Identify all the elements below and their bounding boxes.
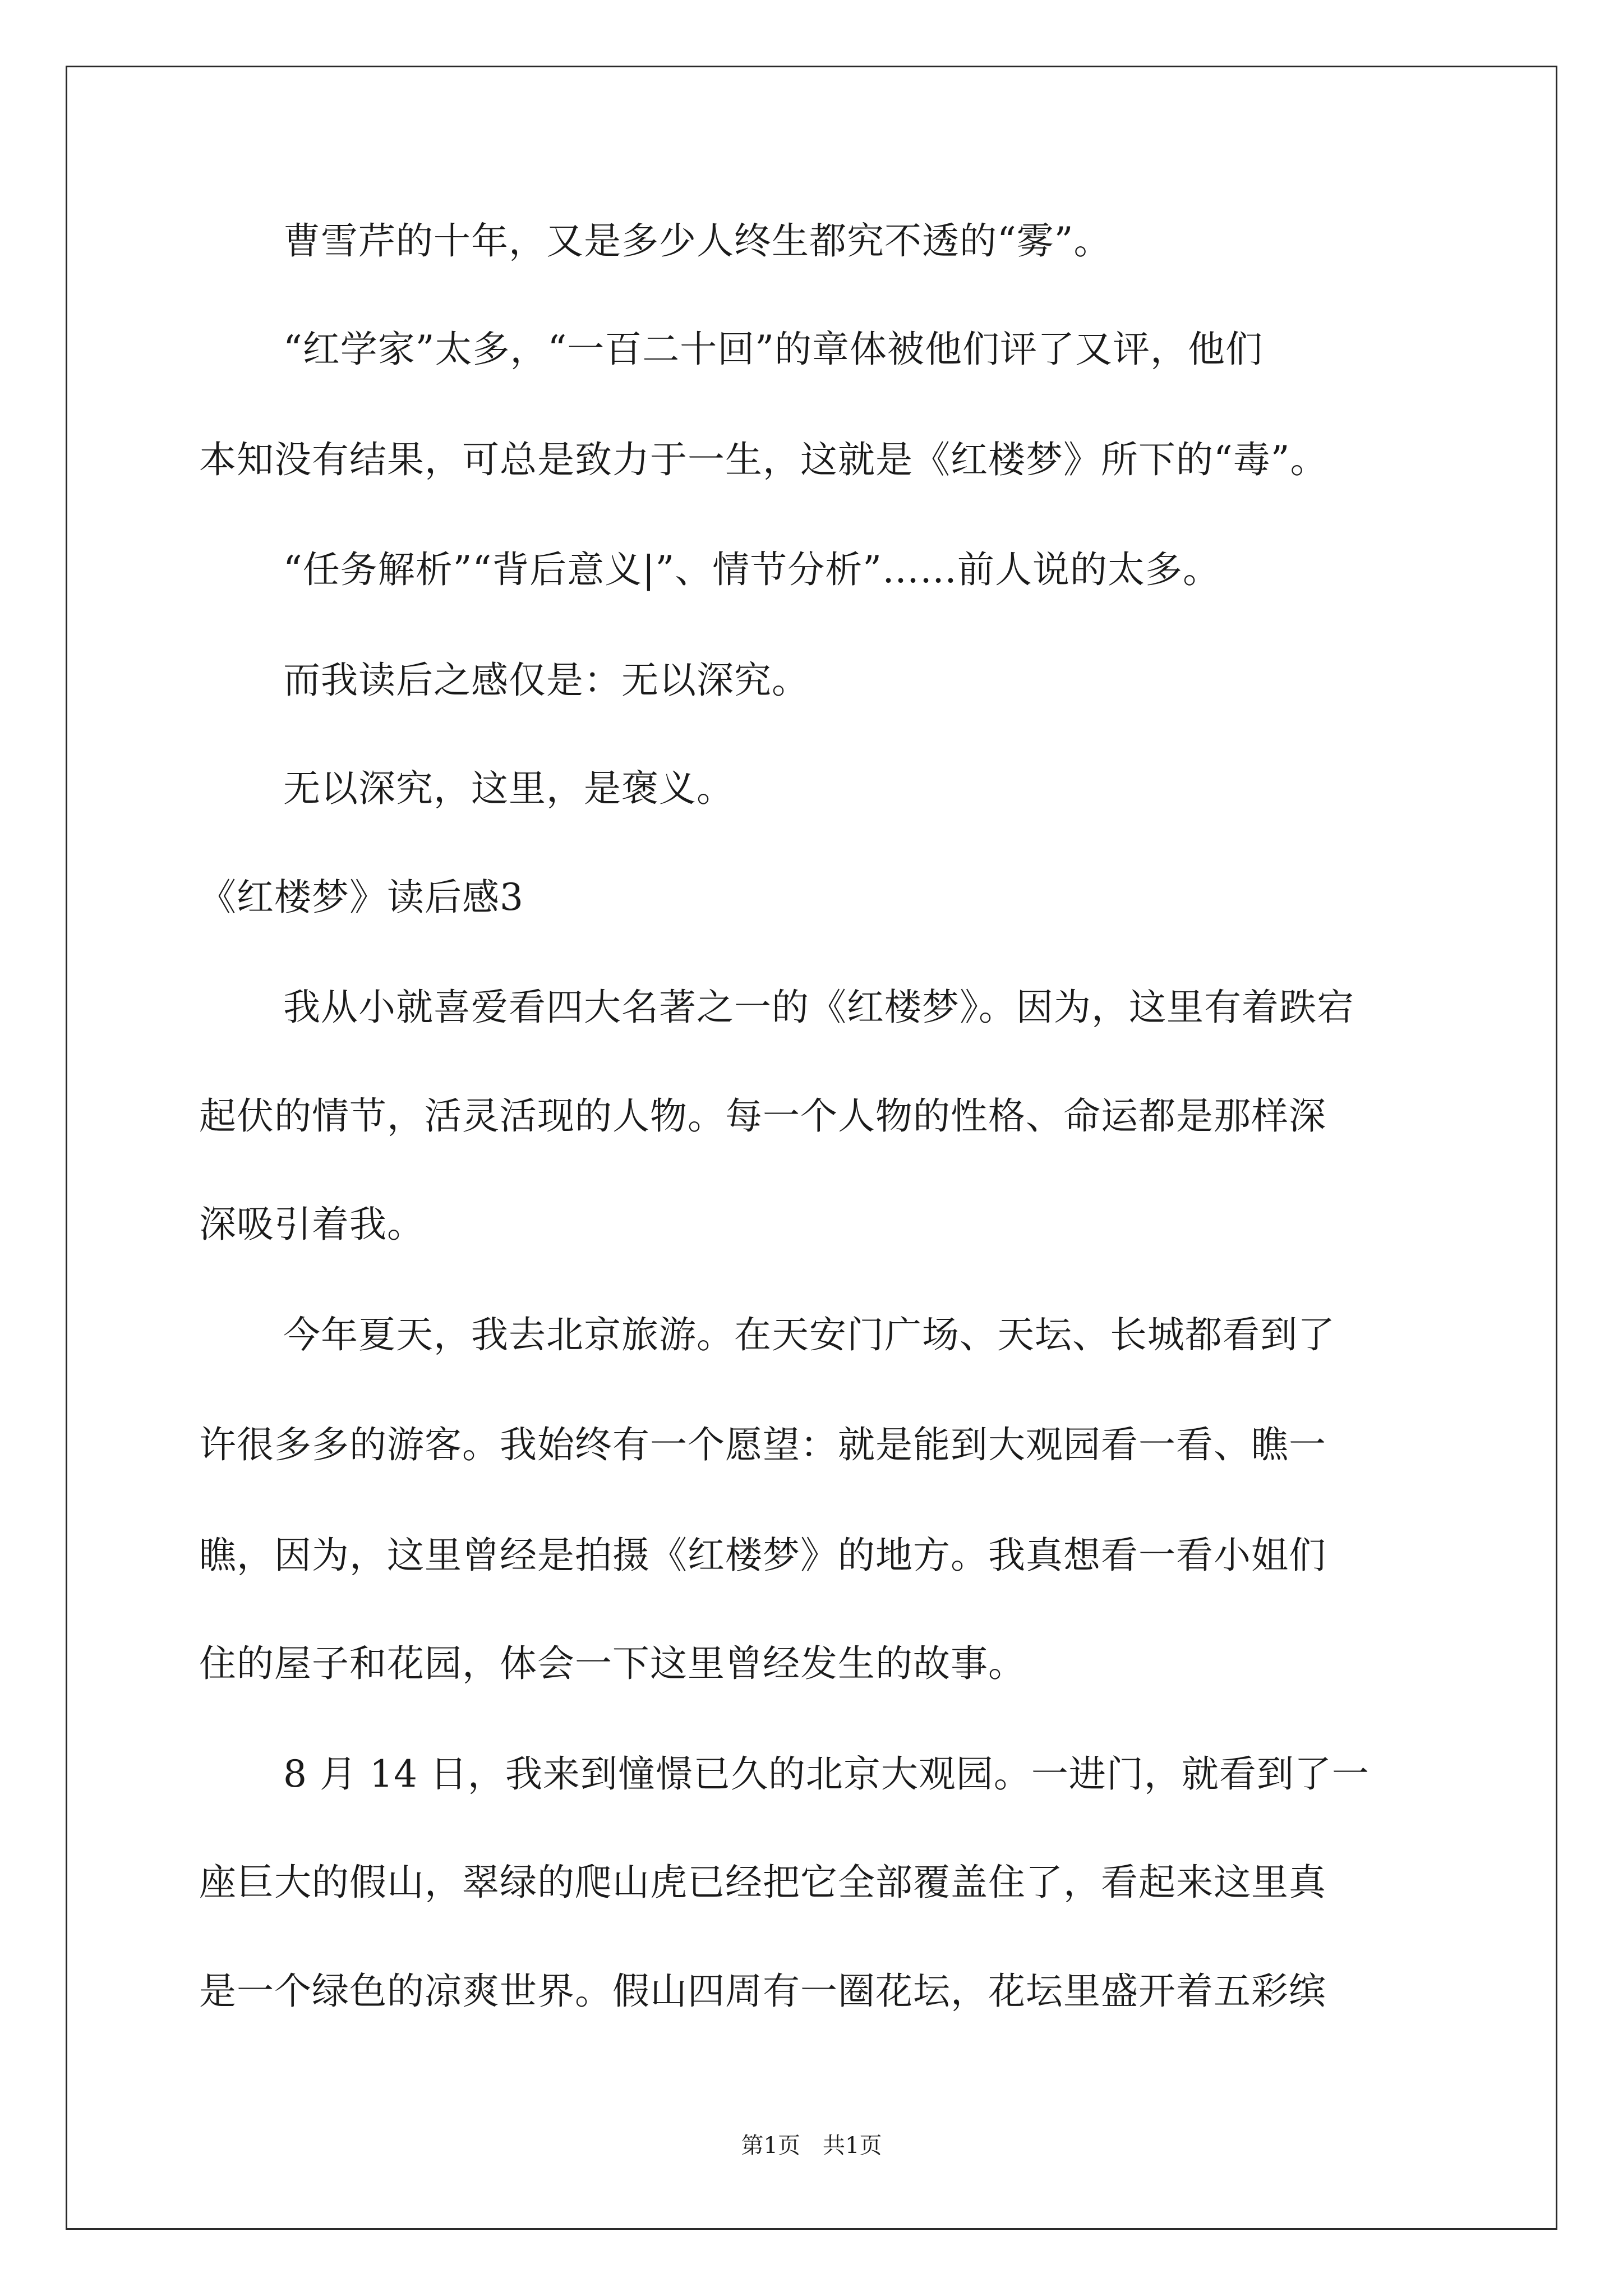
page-border (66, 66, 1557, 2230)
paragraph-line: 无以深究，这里，是褒义。 (283, 767, 734, 810)
paragraph-line: 起伏的情节，活灵活现的人物。每一个人物的性格、命运都是那样深 (199, 1094, 1326, 1138)
paragraph-line: 座巨大的假山，翠绿的爬山虎已经把它全部覆盖住了，看起来这里真 (199, 1861, 1326, 1904)
paragraph-line: “红学家”太多，“一百二十回”的章体被他们评了又评，他们 (283, 328, 1263, 371)
paragraph-line: 瞧，因为，这里曾经是拍摄《红楼梦》的地方。我真想看一看小姐们 (199, 1534, 1326, 1577)
paragraph-line: 是一个绿色的凉爽世界。假山四周有一圈花坛，花坛里盛开着五彩缤 (199, 1970, 1326, 2013)
paragraph-line: 许很多多的游客。我始终有一个愿望：就是能到大观园看一看、瞧一 (199, 1423, 1326, 1466)
page-number-footer: 第1页 共1页 (741, 2133, 882, 2159)
paragraph-line: 我从小就喜爱看四大名著之一的《红楼梦》。因为，这里有着跌宕 (283, 986, 1354, 1029)
paragraph-line: 曹雪芹的十年，又是多少人终生都究不透的“雾”。 (283, 219, 1112, 263)
paragraph-line: “任务解析”“背后意义|”、情节分析”……前人说的太多。 (283, 548, 1220, 591)
paragraph-line: 住的屋子和花园，体会一下这里曾经发生的故事。 (199, 1642, 1026, 1685)
paragraph-line: 8 月 14 日，我来到憧憬已久的北京大观园。一进门，就看到了一 (283, 1752, 1370, 1796)
paragraph-line: 今年夏天，我去北京旅游。在天安门广场、天坛、长城都看到了 (283, 1313, 1335, 1356)
paragraph-line: 深吸引着我。 (199, 1203, 425, 1246)
paragraph-line: 而我读后之感仅是：无以深究。 (283, 659, 809, 702)
paragraph-line: 本知没有结果，可总是致力于一生，这就是《红楼梦》所下的“毒”。 (199, 438, 1328, 481)
section-heading: 《红楼梦》读后感3 (199, 876, 524, 919)
